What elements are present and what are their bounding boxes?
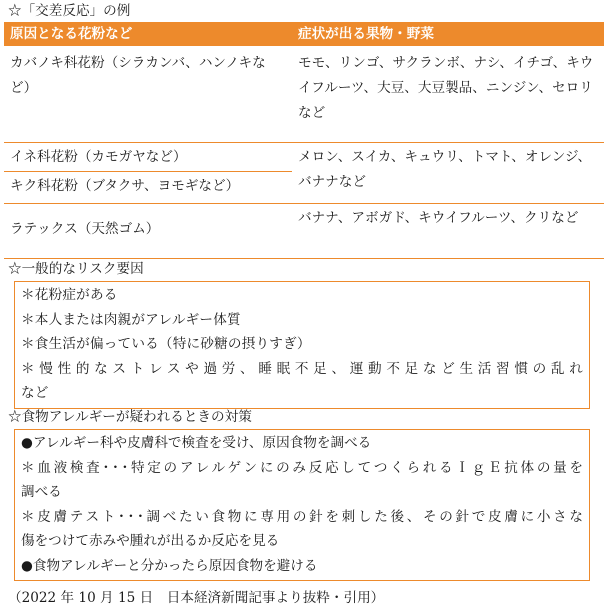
measure-item: 調べる (21, 484, 62, 500)
measure-item: ＊皮膚テスト･･･調べたい食物に専用の針を刺した後、その針で皮膚に小さな (21, 508, 583, 525)
risk-item: ＊本人または肉親がアレルギー体質 (21, 311, 241, 328)
foods-cell: バナナ、アボガド、キウイフルーツ、クリなど (292, 204, 604, 259)
pollen-cell: カバノキ科花粉（シラカンバ、ハンノキなど） (4, 46, 292, 143)
foods-cell: モモ、リンゴ、サクランボ、ナシ、イチゴ、キウイフルーツ、大豆、大豆製品、ニンジン、セロリなど (292, 46, 604, 143)
source-citation: （2022 年 10 月 15 日 日本経済新聞記事より抜粋・引用） (8, 590, 385, 606)
table-row (4, 143, 604, 172)
cross-reaction-table (4, 22, 604, 259)
risk-item: ＊慢性的なストレスや過労、睡眠不足、運動不足など生活習慣の乱れ (21, 360, 583, 377)
risk-item: ＊花粉症がある (21, 287, 118, 303)
measures-box (14, 429, 590, 581)
table-header-row (4, 22, 604, 46)
measures-title: ☆食物アレルギーが疑われるときの対策 (8, 409, 252, 425)
measure-item: ●アレルギー科や皮膚科で検査を受け、原因食物を調べる (21, 435, 372, 451)
table-row (4, 46, 604, 143)
risk-item: など (21, 385, 49, 401)
pollen-cell: イネ科花粉（カモガヤなど） (4, 143, 292, 172)
pollen-cell: ラテックス（天然ゴム） (4, 204, 292, 259)
pollen-cell: キク科花粉（ブタクサ、ヨモギなど） (4, 172, 292, 204)
measure-item: ＊血液検査･･･特定のアレルゲンにのみ反応してつくられるＩｇＥ抗体の量を (21, 459, 583, 476)
table-header-foods: 症状が出る果物・野菜 (292, 22, 604, 46)
risk-item: ＊食生活が偏っている（特に砂糖の摂りすぎ） (21, 336, 311, 352)
risk-box (14, 281, 590, 409)
risk-title: ☆一般的なリスク要因 (8, 261, 144, 277)
measure-item: ●食物アレルギーと分かったら原因食物を避ける (21, 557, 318, 574)
foods-cell: メロン、スイカ、キュウリ、トマト、オレンジ、バナナなど (292, 143, 604, 204)
measure-item: 傷をつけて赤みや腫れが出るか反応を見る (21, 533, 280, 549)
table-row (4, 204, 604, 259)
table-header-pollen: 原因となる花粉など (4, 22, 292, 46)
cross-reaction-title: ☆「交差反応」の例 (8, 3, 131, 19)
